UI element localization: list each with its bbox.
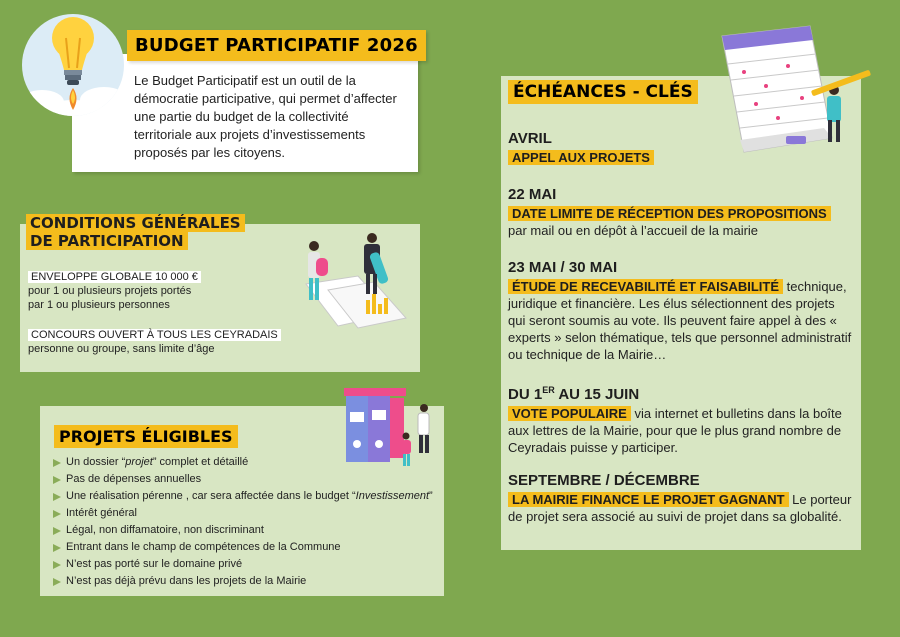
deadline-sep-dec [508, 472, 853, 525]
list-item: Un dossier “projet” complet et détaillé [52, 454, 433, 471]
deadline-date: AVRIL [508, 130, 552, 147]
people-with-documents-illustration [288, 232, 416, 332]
deadline-date: DU 1ER AU 15 JUIN [508, 385, 640, 403]
intro-text: Le Budget Participatif est un outil de la démocratie participative, qui permet d’affecter une partie du budget de la collectivité territoriale aux projets d’investissements proposés par les citoyens. [134, 73, 397, 160]
lightbulb-illustration [22, 14, 124, 116]
deadline-date: 22 MAI [508, 186, 557, 203]
list-item: Légal, non diffamatoire, non discriminant [52, 522, 433, 539]
calendar-illustration [714, 20, 880, 160]
deadline-text: via internet et bulletins dans la boîte aux lettres de la Mairie, pour que le plus grand nombre de Ceyradais puisse y participer. [508, 406, 842, 455]
list-item: Entrant dans le champ de compétences de la Commune [52, 539, 433, 556]
envelope-tag: ENVELOPPE GLOBALE 10 000 € [28, 271, 201, 283]
conditions-title [26, 214, 245, 250]
contest-tag: CONCOURS OUVERT À TOUS LES CEYRADAIS [28, 329, 281, 341]
deadline-label: DATE LIMITE DE RÉCEPTION DES PROPOSITIONS [508, 206, 831, 221]
deadline-label: APPEL AUX PROJETS [508, 150, 654, 165]
conditions-title-line-2: DE PARTICIPATION [26, 232, 188, 250]
deadlines-title: ÉCHÉANCES - CLÉS [508, 80, 698, 104]
deadline-text: par mail ou en dépôt à l’accueil de la mairie [508, 223, 759, 238]
conditions-title-line-1: CONDITIONS GÉNÉRALES [26, 214, 245, 232]
binders-illustration [340, 388, 440, 478]
deadline-date: 23 MAI / 30 MAI [508, 259, 618, 276]
conditions-body [28, 270, 281, 356]
deadline-text: technique, juridique et financière. Les élus sélectionnent des projets qui seront soumis au vote. Ils peuvent faire appel à des « experts » selon thématique, tels que personnel administratif ou technique de la Mairie… [508, 279, 852, 362]
list-item: N’est pas déjà prévu dans les projets de la Mairie [52, 573, 433, 590]
contest-line: personne ou groupe, sans limite d’âge [28, 343, 215, 355]
envelope-line-2: par 1 ou plusieurs personnes [28, 299, 170, 311]
deadline-date: SEPTEMBRE / DÉCEMBRE [508, 472, 700, 489]
deadline-23-30-may [508, 259, 853, 363]
list-item: Une réalisation pérenne , car sera affectée dans le budget “Investissement” [52, 488, 433, 505]
envelope-line-1: pour 1 ou plusieurs projets portés [28, 285, 192, 297]
lightbulb-icon [22, 14, 124, 116]
deadline-label: ÉTUDE DE RECEVABILITÉ ET FAISABILITÉ [508, 279, 783, 294]
eligible-title: PROJETS ÉLIGIBLES [54, 425, 238, 448]
deadline-label: VOTE POPULAIRE [508, 406, 631, 421]
list-item: Pas de dépenses annuelles [52, 471, 433, 488]
list-item: N’est pas porté sur le domaine privé [52, 556, 433, 573]
deadline-text: Le porteur de projet sera associé au suivi de projet dans sa globalité. [508, 492, 852, 524]
deadline-label: LA MAIRIE FINANCE LE PROJET GAGNANT [508, 492, 789, 507]
main-title: BUDGET PARTICIPATIF 2026 [127, 30, 426, 61]
deadline-22-may [508, 186, 853, 239]
deadline-june [508, 382, 853, 456]
intro-card [72, 54, 418, 172]
list-item: Intérêt général [52, 505, 433, 522]
